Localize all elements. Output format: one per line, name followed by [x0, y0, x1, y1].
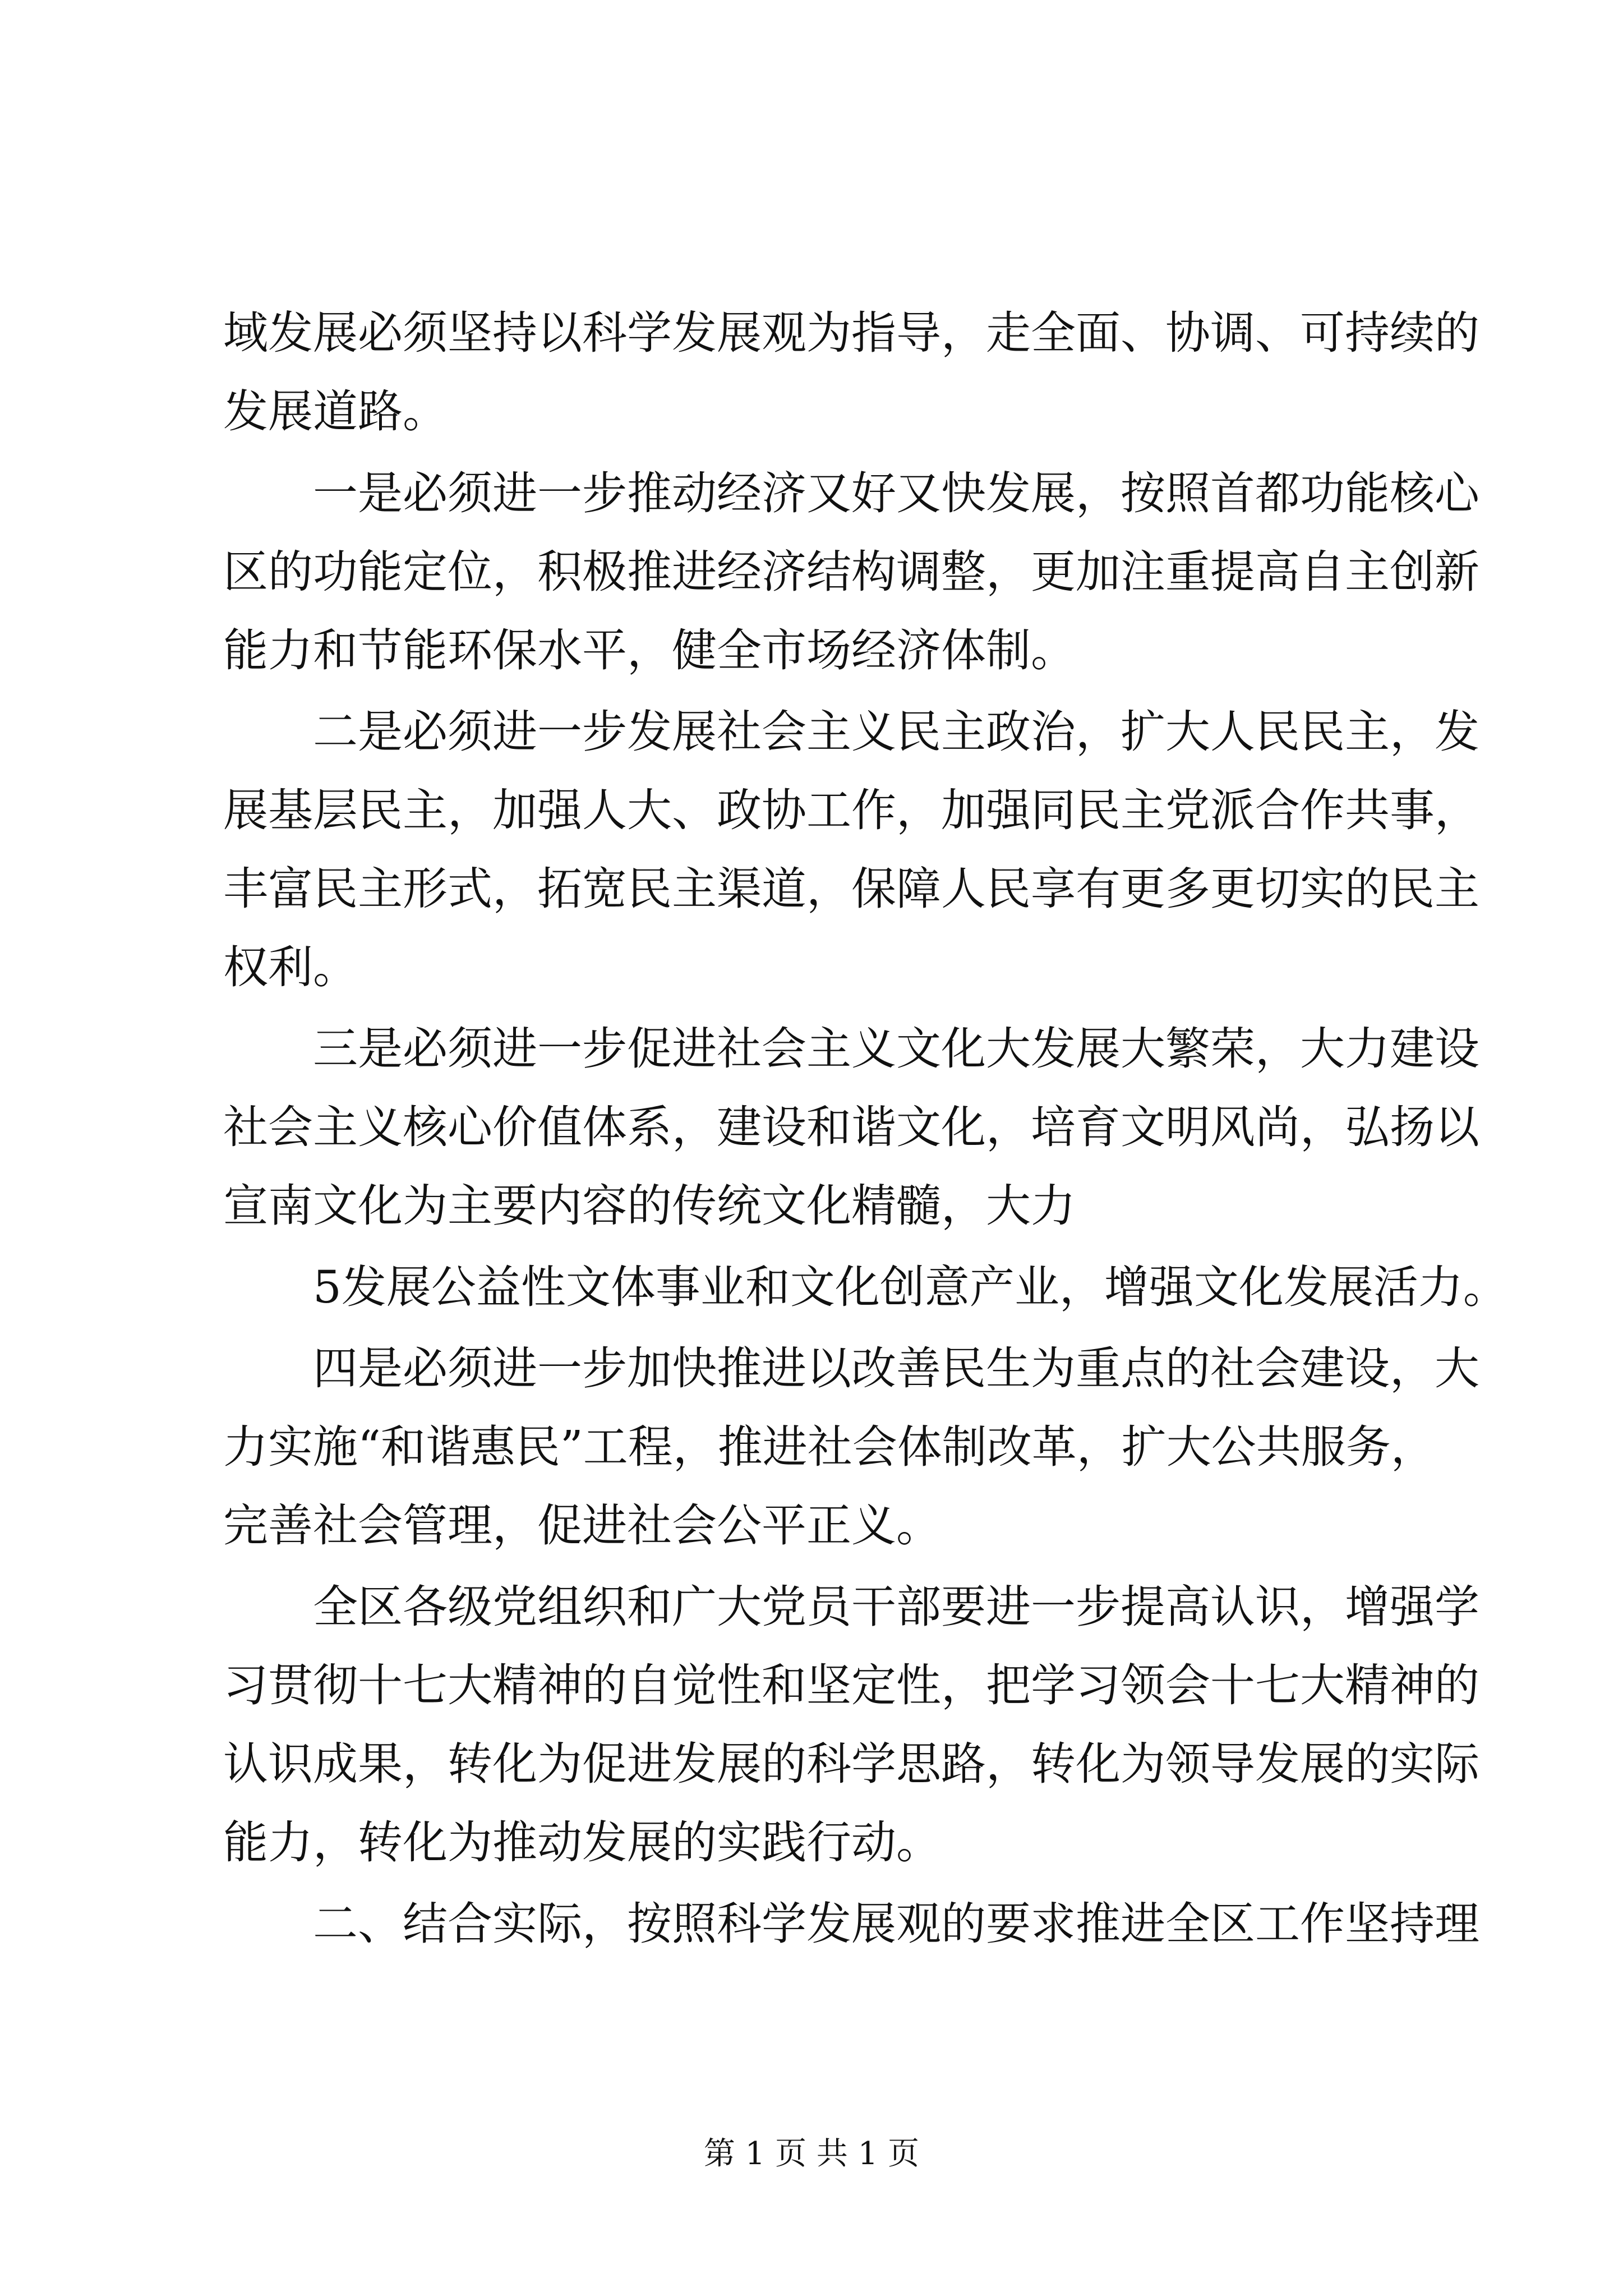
text-line: 完善社会管理，促进社会公平正义。	[223, 1499, 941, 1552]
text-line: 习贯彻十七大精神的自觉性和坚定性，把学习领会十七大精神的	[223, 1659, 1479, 1711]
text-line: 丰富民主形式，拓宽民主渠道，保障人民享有更多更切实的民主	[223, 863, 1479, 915]
text-line: 力实施“和谐惠民”工程，推进社会体制改革，扩大公共服务，	[223, 1421, 1436, 1473]
text-line: 5发展公益性文体事业和文化创意产业，增强文化发展活力。	[313, 1261, 1508, 1313]
text-line: 二、结合实际，按照科学发展观的要求推进全区工作坚持理	[313, 1898, 1479, 1950]
text-line: 全区各级党组织和广大党员干部要进一步提高认识，增强学	[313, 1581, 1479, 1633]
text-line: 发展道路。	[223, 385, 448, 438]
text-line: 能力，转化为推动发展的实践行动。	[223, 1816, 941, 1869]
text-line: 展基层民主，加强人大、政协工作，加强同民主党派合作共事，	[223, 784, 1479, 836]
text-line: 宣南文化为主要内容的传统文化精髓，大力	[223, 1180, 1076, 1232]
text-line: 四是必须进一步加快推进以改善民生为重点的社会建设，大	[313, 1342, 1479, 1395]
text-line: 能力和节能环保水平，健全市场经济体制。	[223, 624, 1076, 677]
text-line: 二是必须进一步发展社会主义民主政治，扩大人民民主，发	[313, 706, 1479, 758]
text-line: 一是必须进一步推动经济又好又快发展，按照首都功能核心	[313, 467, 1479, 519]
text-line: 三是必须进一步促进社会主义文化大发展大繁荣，大力建设	[313, 1023, 1479, 1075]
text-line: 认识成果，转化为促进发展的科学思路，转化为领导发展的实际	[223, 1738, 1479, 1790]
text-line: 权利。	[223, 941, 358, 993]
text-line: 区的功能定位，积极推进经济结构调整，更加注重提高自主创新	[223, 546, 1479, 598]
page-footer: 第 1 页 共 1 页	[703, 2136, 920, 2172]
text-line: 社会主义核心价值体系，建设和谐文化，培育文明风尚，弘扬以	[223, 1101, 1479, 1153]
text-line: 域发展必须坚持以科学发展观为指导，走全面、协调、可持续的	[223, 307, 1479, 359]
